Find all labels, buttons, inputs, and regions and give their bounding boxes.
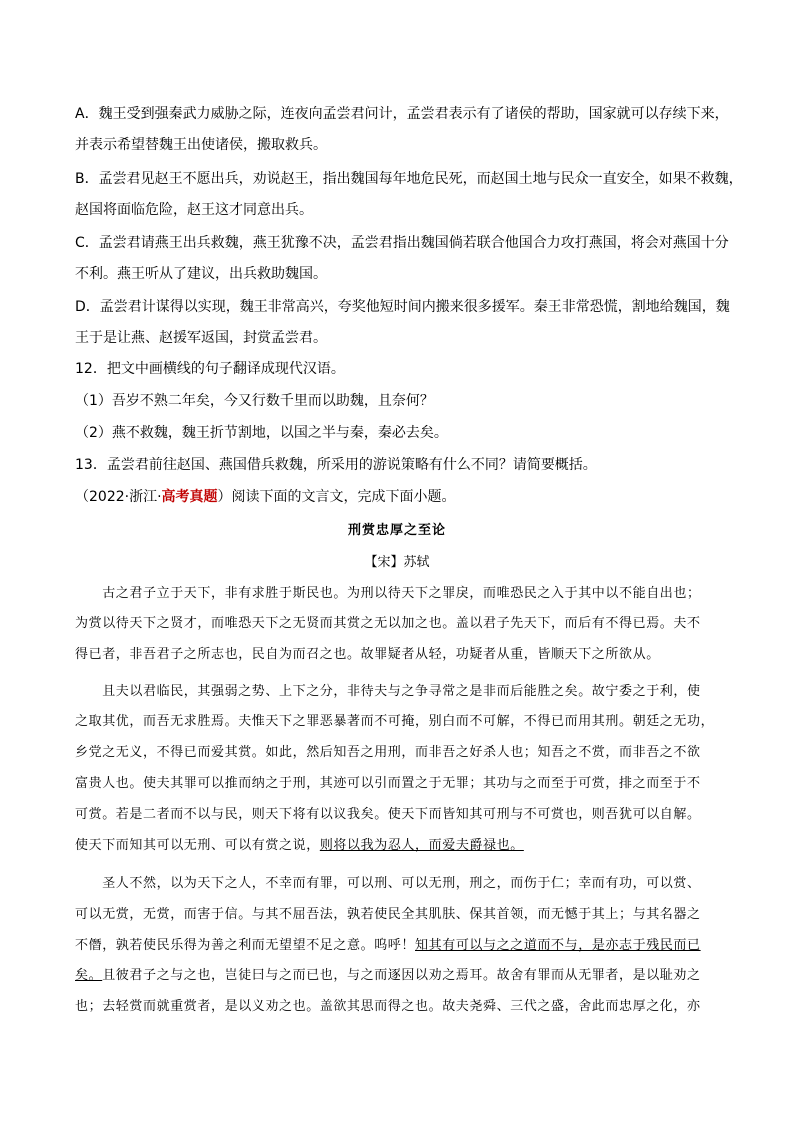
exam-source-tag: 高考真题 <box>161 489 218 505</box>
question-12-sentence-2: （2）燕不救魏，魏王折节割地，以国之半与秦，秦必去矣。 <box>75 425 448 441</box>
passage-line: 且夫以君临民，其强弱之势、上下之分，非待夫与之争寻常之是非而后能胜之矣。故宁委之于利，使 <box>75 684 701 699</box>
question-12-stem: 12．把文中画横线的句子翻译成现代汉语。 <box>75 361 345 377</box>
passage-text: 且彼君子之与之也，岂徒曰与之而已也，与之而逐因以劝之焉耳。故舍有罪而从无罪者，是以耻劝之 <box>102 968 701 983</box>
passage-line: 古之君子立于天下，非有求胜于斯民也。为刑以待天下之罪戾，而唯恐民之入于其中以不能自出也； <box>75 586 701 601</box>
option-a-line2: 并表示希望替魏王出使诸侯，搬取救兵。 <box>75 137 327 153</box>
question-13-stem: 13．孟尝君前往赵国、燕国借兵救魏，所采用的游说策略有什么不同？请简要概括。 <box>75 457 597 473</box>
passage-line: 圣人不然，以为天下之人，不幸而有罪，可以刑、可以无刑，刑之，而伤于仁；幸而有功，可以赏、 <box>75 876 701 891</box>
passage-line <box>75 934 723 953</box>
passage-line <box>75 964 723 983</box>
underlined-sentence: 则将以我为忍人，而爱夫爵禄也。 <box>319 838 524 853</box>
passage-line <box>75 834 723 853</box>
passage-line: 得已者，非吾君子之所志也，民自为而召之也。故罪疑者从轻，功疑者从重，皆顺天下之所欲从。 <box>75 647 660 662</box>
passage-title: 刑赏忠厚之至论 <box>347 523 446 538</box>
passage-line: 可赏。若是二者而不以与民，则天下将有以议我矣。使天下而皆知其可刑与不可赏也，则吾犹可以自解。 <box>75 807 701 822</box>
passage-line: 富贵人也。使夫其罪可以推而纳之于刑，其迹可以引而置之于无罪；其功与之而至于可赏，排之而至于不 <box>75 776 701 791</box>
option-b-line1: B．孟尝君见赵王不愿出兵，劝说赵王，指出魏国每年地危民死，而赵国土地与民众一直安全，如果不救魏， <box>75 171 743 187</box>
passage-intro <box>75 486 725 506</box>
passage-line: 也；去轻赏而就重赏者，是以义劝之也。盖欲其思而得之也。故夫尧舜、三代之盛，舍此而忠厚之化，亦 <box>75 999 701 1014</box>
question-12-sentence-1: （1）吾岁不熟二年矣，今又行数千里而以助魏，且奈何？ <box>75 393 434 409</box>
option-a-line1: A．魏王受到强秦武力威胁之际，连夜向孟尝君问计，孟尝君表示有了诸侯的帮助，国家就可以存续下来， <box>75 106 729 122</box>
intro-prefix: （2022·浙江· <box>75 489 162 505</box>
option-c-line1: C．孟尝君请燕王出兵救魏，燕王犹豫不决，孟尝君指出魏国倘若联合他国合力攻打燕国，将会对燕国十分 <box>75 235 729 251</box>
passage-author: 【宋】苏轼 <box>364 555 430 570</box>
option-b-line2: 赵国将面临危险，赵王这才同意出兵。 <box>75 202 313 218</box>
passage-line: 可以无赏，无赏，而害于信。与其不屈吾法，孰若使民全其肌肤、保其首领，而无憾于其上；与其名器之 <box>75 907 701 922</box>
underlined-sentence: 矣。 <box>75 968 103 983</box>
option-d-line1: D．孟尝君计谋得以实现，魏王非常高兴，夸奖他短时间内搬来很多援军。秦王非常恐慌，割地给魏国，魏 <box>75 299 730 315</box>
passage-text: 使天下而知其可以无刑、可以有赏之说， <box>75 838 320 853</box>
passage-line: 乡党之无义，不得已而爱其赏。如此，然后知吾之用刑，而非吾之好杀人也；知吾之不赏，而非吾之不欲 <box>75 745 701 760</box>
passage-text: 不僭，孰若使民乐得为善之利而无望望不足之意。呜呼！ <box>75 938 416 953</box>
intro-suffix: ）阅读下面的文言文，完成下面小题。 <box>217 489 456 505</box>
option-c-line2: 不利。燕王听从了建议，出兵救助魏国。 <box>75 266 327 282</box>
passage-line: 之取其优，而吾无求胜焉。夫惟天下之罪恶暴著而不可掩，别白而不可解，不得已而用其刑。朝廷之无功， <box>75 714 715 729</box>
passage-line: 为赏以待天下之贤才，而唯恐天下之无贤而其赏之无以加之也。盖以君子先天下，而后有不得已焉。夫不 <box>75 616 701 631</box>
underlined-sentence: 知其有可以与之之道而不与，是亦志于残民而已 <box>415 938 701 953</box>
option-d-line2: 王于是让燕、赵援军返国，封赏孟尝君。 <box>75 330 327 346</box>
